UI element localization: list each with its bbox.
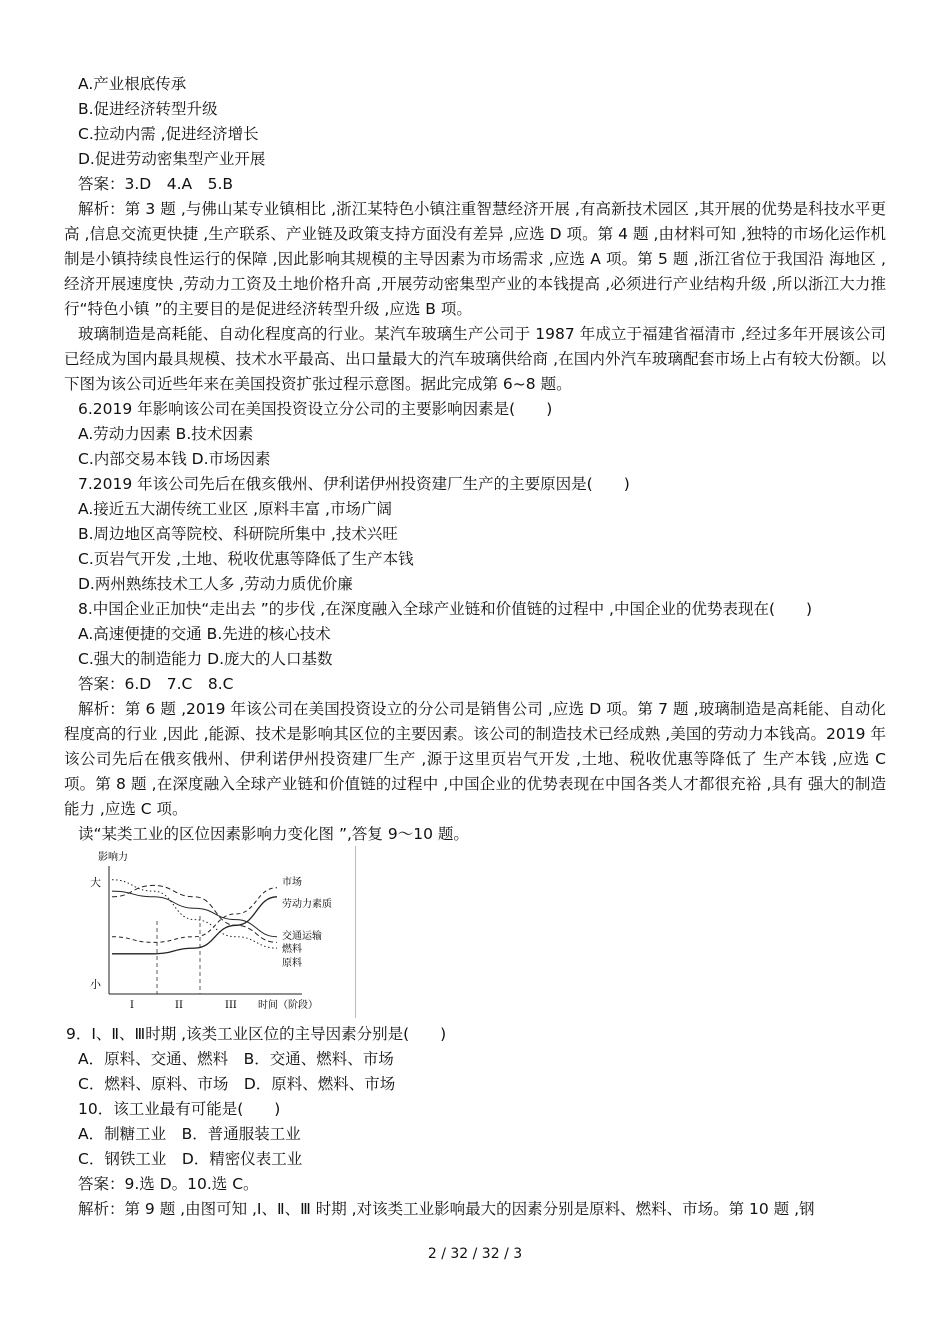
option-7d: D.两州熟练技术工人多 ,劳动力质优价廉 <box>78 575 353 593</box>
label-market: 市场 <box>282 877 302 888</box>
analysis-3-5: 解析：第 3 题 ,与佛山某专业镇相比 ,浙江某特色小镇注重智慧经济开展 ,有高新技术园区 ,其开展的优势是科技水平更高 ,信息交流更快捷 ,生产联系、产业链及政策支持方面没有差异 ,应选 D 项。第 4 题 ,由材料可知 ,独特的市场化运作机制是小镇持续良性运行的保障 ,因此影响其规模的主导因素为市场需求 ,应选 A 项。第 5 题 ,浙江省位于我国沿 海地区 ,经济开展速度快 ,劳动力工资及土地价格升高 ,开展劳动密集型产业的本钱提高 ,必须进行产业结构升级 ,所以浙江大力推行“特色小镇 ”的主要目的是促进经济转型升级 ,应选 B 项。 <box>64 200 886 318</box>
option-5b: B.促进经济转型升级 <box>78 100 218 118</box>
answer-6-8: 答案：6.D 7.C 8.C <box>78 675 234 693</box>
location-factor-chart <box>82 846 357 1018</box>
option-5c: C.拉动内需 ,促进经济增长 <box>78 125 259 143</box>
question-8: 8.中国企业正加快“走出去 ”的步伐 ,在深度融入全球产业链和价值链的过程中 ,中国企业的优势表现在( ) <box>78 600 813 618</box>
figure-border <box>355 846 356 1018</box>
series-line-transport <box>112 891 277 937</box>
option-8-cd: C.强大的制造能力 D.庞大的人口基数 <box>78 650 333 668</box>
label-material: 原料 <box>282 958 302 969</box>
option-7a: A.接近五大湖传统工业区 ,原料丰富 ,市场广阔 <box>78 500 392 518</box>
analysis-6-8: 解析：第 6 题 ,2019 年该公司在美国投资设立的分公司是销售公司 ,应选 D 项。第 7 题 ,玻璃制造是高耗能、自动化程度高的行业 ,因此 ,能源、技术是影响其区位的主要因素。该公司的制造技术已经成熟 ,美国的劳动力本钱高。2019 年该公司先后在俄亥俄州、伊利诺伊州投资建厂生产 ,源于这里页岩气开发 ,土地、税收优惠等降低了 生产本钱 ,应选 C 项。第 8 题 ,在深度融入全球产业链和价值链的过程中 ,中国企业的优势表现在中国各类人才都很充裕 ,具有 强大的制造能力 ,应选 C 项。 <box>64 700 886 818</box>
analysis-9-10: 解析：第 9 题 ,由图可知 ,Ⅰ、Ⅱ、Ⅲ 时期 ,对该类工业影响最大的因素分别是原料、燃料、市场。第 10 题 ,钢 <box>78 1200 815 1218</box>
question-7: 7.2019 年该公司先后在俄亥俄州、伊利诺伊州投资建厂生产的主要原因是( ) <box>78 475 630 493</box>
option-9-cd: C．燃料、原料、市场 D．原料、燃料、市场 <box>78 1075 396 1093</box>
option-5d: D.促进劳动密集型产业开展 <box>78 150 266 168</box>
label-labor: 劳动力素质 <box>282 899 332 910</box>
option-5a: A.产业根底传承 <box>78 75 187 93</box>
question-9: 9．Ⅰ、Ⅱ、Ⅲ时期 ,该类工业区位的主导因素分别是( ) <box>66 1025 447 1043</box>
intro-9-10: 读“某类工业的区位因素影响力变化图 ”,答复 9～10 题。 <box>78 825 469 843</box>
page-footer: 2 / 32 / 32 / 3 <box>427 1246 523 1262</box>
y-tick-small: 小 <box>90 978 101 991</box>
x-axis-label: 时间（阶段） <box>258 1000 318 1011</box>
option-7c: C.页岩气开发 ,土地、税收优惠等降低了生产本钱 <box>78 550 414 568</box>
series-line-material <box>112 880 277 948</box>
option-9-ab: A．原料、交通、燃料 B．交通、燃料、市场 <box>78 1050 394 1068</box>
x-category-1: I <box>130 1000 134 1011</box>
option-10-cd: C．钢铁工业 D．精密仪表工业 <box>78 1150 303 1168</box>
series-line-fuel <box>112 885 277 942</box>
option-10-ab: A．制糖工业 B．普通服装工业 <box>78 1125 301 1143</box>
question-10: 10．该工业最有可能是( ) <box>78 1100 281 1118</box>
answer-3-5: 答案：3.D 4.A 5.B <box>78 175 234 193</box>
y-axis-label: 影响力 <box>98 852 128 863</box>
option-6-cd: C.内部交易本钱 D.市场因素 <box>78 450 271 468</box>
answer-9-10: 答案：9.选 D。10.选 C。 <box>78 1175 259 1193</box>
option-8-ab: A.高速便捷的交通 B.先进的核心技术 <box>78 625 331 643</box>
option-6-ab: A.劳动力因素 B.技术因素 <box>78 425 254 443</box>
series-line-market <box>112 888 277 943</box>
option-7b: B.周边地区高等院校、科研院所集中 ,技术兴旺 <box>78 525 398 543</box>
x-category-2: II <box>175 1000 183 1011</box>
label-transport: 交通运输 <box>282 931 322 942</box>
y-tick-large: 大 <box>90 876 101 889</box>
intro-6-8: 玻璃制造是高耗能、自动化程度高的行业。某汽车玻璃生产公司于 1987 年成立于福建省福清市 ,经过多年开展该公司已经成为国内最具规模、技术水平最高、出口量最大的汽车玻璃供给商 ,在国内外汽车玻璃配套市场上占有较大份额。以下图为该公司近些年来在美国投资扩张过程示意图。据此完成第 6~8 题。 <box>64 325 886 393</box>
x-category-3: III <box>225 1000 237 1011</box>
label-fuel: 燃料 <box>282 944 302 955</box>
question-6: 6.2019 年影响该公司在美国投资设立分公司的主要影响因素是( ) <box>78 400 553 418</box>
